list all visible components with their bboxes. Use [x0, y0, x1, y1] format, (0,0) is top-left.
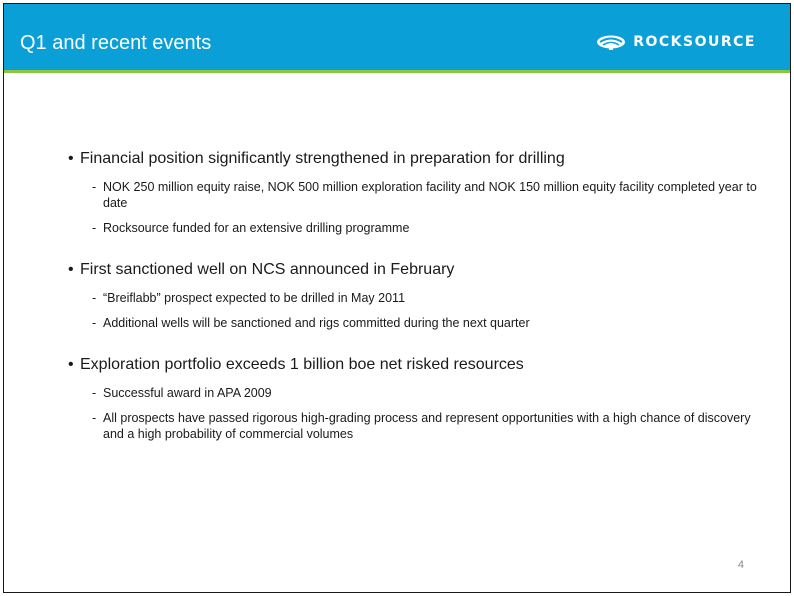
sub-bullet-text: NOK 250 million equity raise, NOK 500 million exploration facility and NOK 150 million equity facility completed year to date	[103, 180, 757, 210]
page-number: 4	[737, 559, 744, 571]
slide	[3, 3, 791, 593]
bullet-item: • First sanctioned well on NCS announced in February	[68, 261, 455, 278]
sub-bullet-item: - Rocksource funded for an extensive drilling programme	[92, 221, 410, 235]
sub-bullet-text: Successful award in APA 2009	[103, 386, 272, 400]
sub-bullet-item: - Additional wells will be sanctioned and rigs committed during the next quarter	[92, 316, 530, 330]
company-logo	[596, 31, 756, 53]
sub-bullet-text: “Breiflabb” prospect expected to be drilled in May 2011	[103, 291, 406, 305]
section-first-well	[68, 260, 768, 331]
logo-text: ROCKSOURCE	[633, 34, 756, 50]
sub-bullet-item: - “Breiflabb” prospect expected to be drilled in May 2011	[92, 291, 406, 305]
sub-bullet-text: All prospects have passed rigorous high-grading process and represent opportunities with a high chance of discovery and a high probability of commercial volumes	[103, 411, 751, 441]
slide-content	[68, 149, 768, 466]
sub-bullet-item: - NOK 250 million equity raise, NOK 500 million exploration facility and NOK 150 million equity facility completed year to date	[92, 179, 768, 211]
sub-bullet-item: - All prospects have passed rigorous high-grading process and represent opportunities with a high chance of discovery and a high probability of commercial volumes	[92, 410, 768, 442]
bullet-text: Financial position significantly strengthened in preparation for drilling	[80, 150, 565, 167]
header-rule	[4, 70, 790, 73]
slide-header	[4, 4, 790, 70]
section-financial	[68, 149, 768, 236]
section-exploration	[68, 355, 768, 442]
bullet-text: First sanctioned well on NCS announced in February	[80, 261, 455, 278]
slide-title: Q1 and recent events	[20, 32, 212, 54]
rocksource-logo-icon	[596, 34, 626, 50]
bullet-text: Exploration portfolio exceeds 1 billion boe net risked resources	[80, 356, 524, 373]
bullet-item: • Exploration portfolio exceeds 1 billion boe net risked resources	[68, 356, 524, 373]
sub-bullet-text: Additional wells will be sanctioned and rigs committed during the next quarter	[103, 316, 530, 330]
sub-bullet-item: - Successful award in APA 2009	[92, 386, 272, 400]
sub-bullet-text: Rocksource funded for an extensive drilling programme	[103, 221, 410, 235]
bullet-item: • Financial position significantly strengthened in preparation for drilling	[68, 150, 565, 167]
